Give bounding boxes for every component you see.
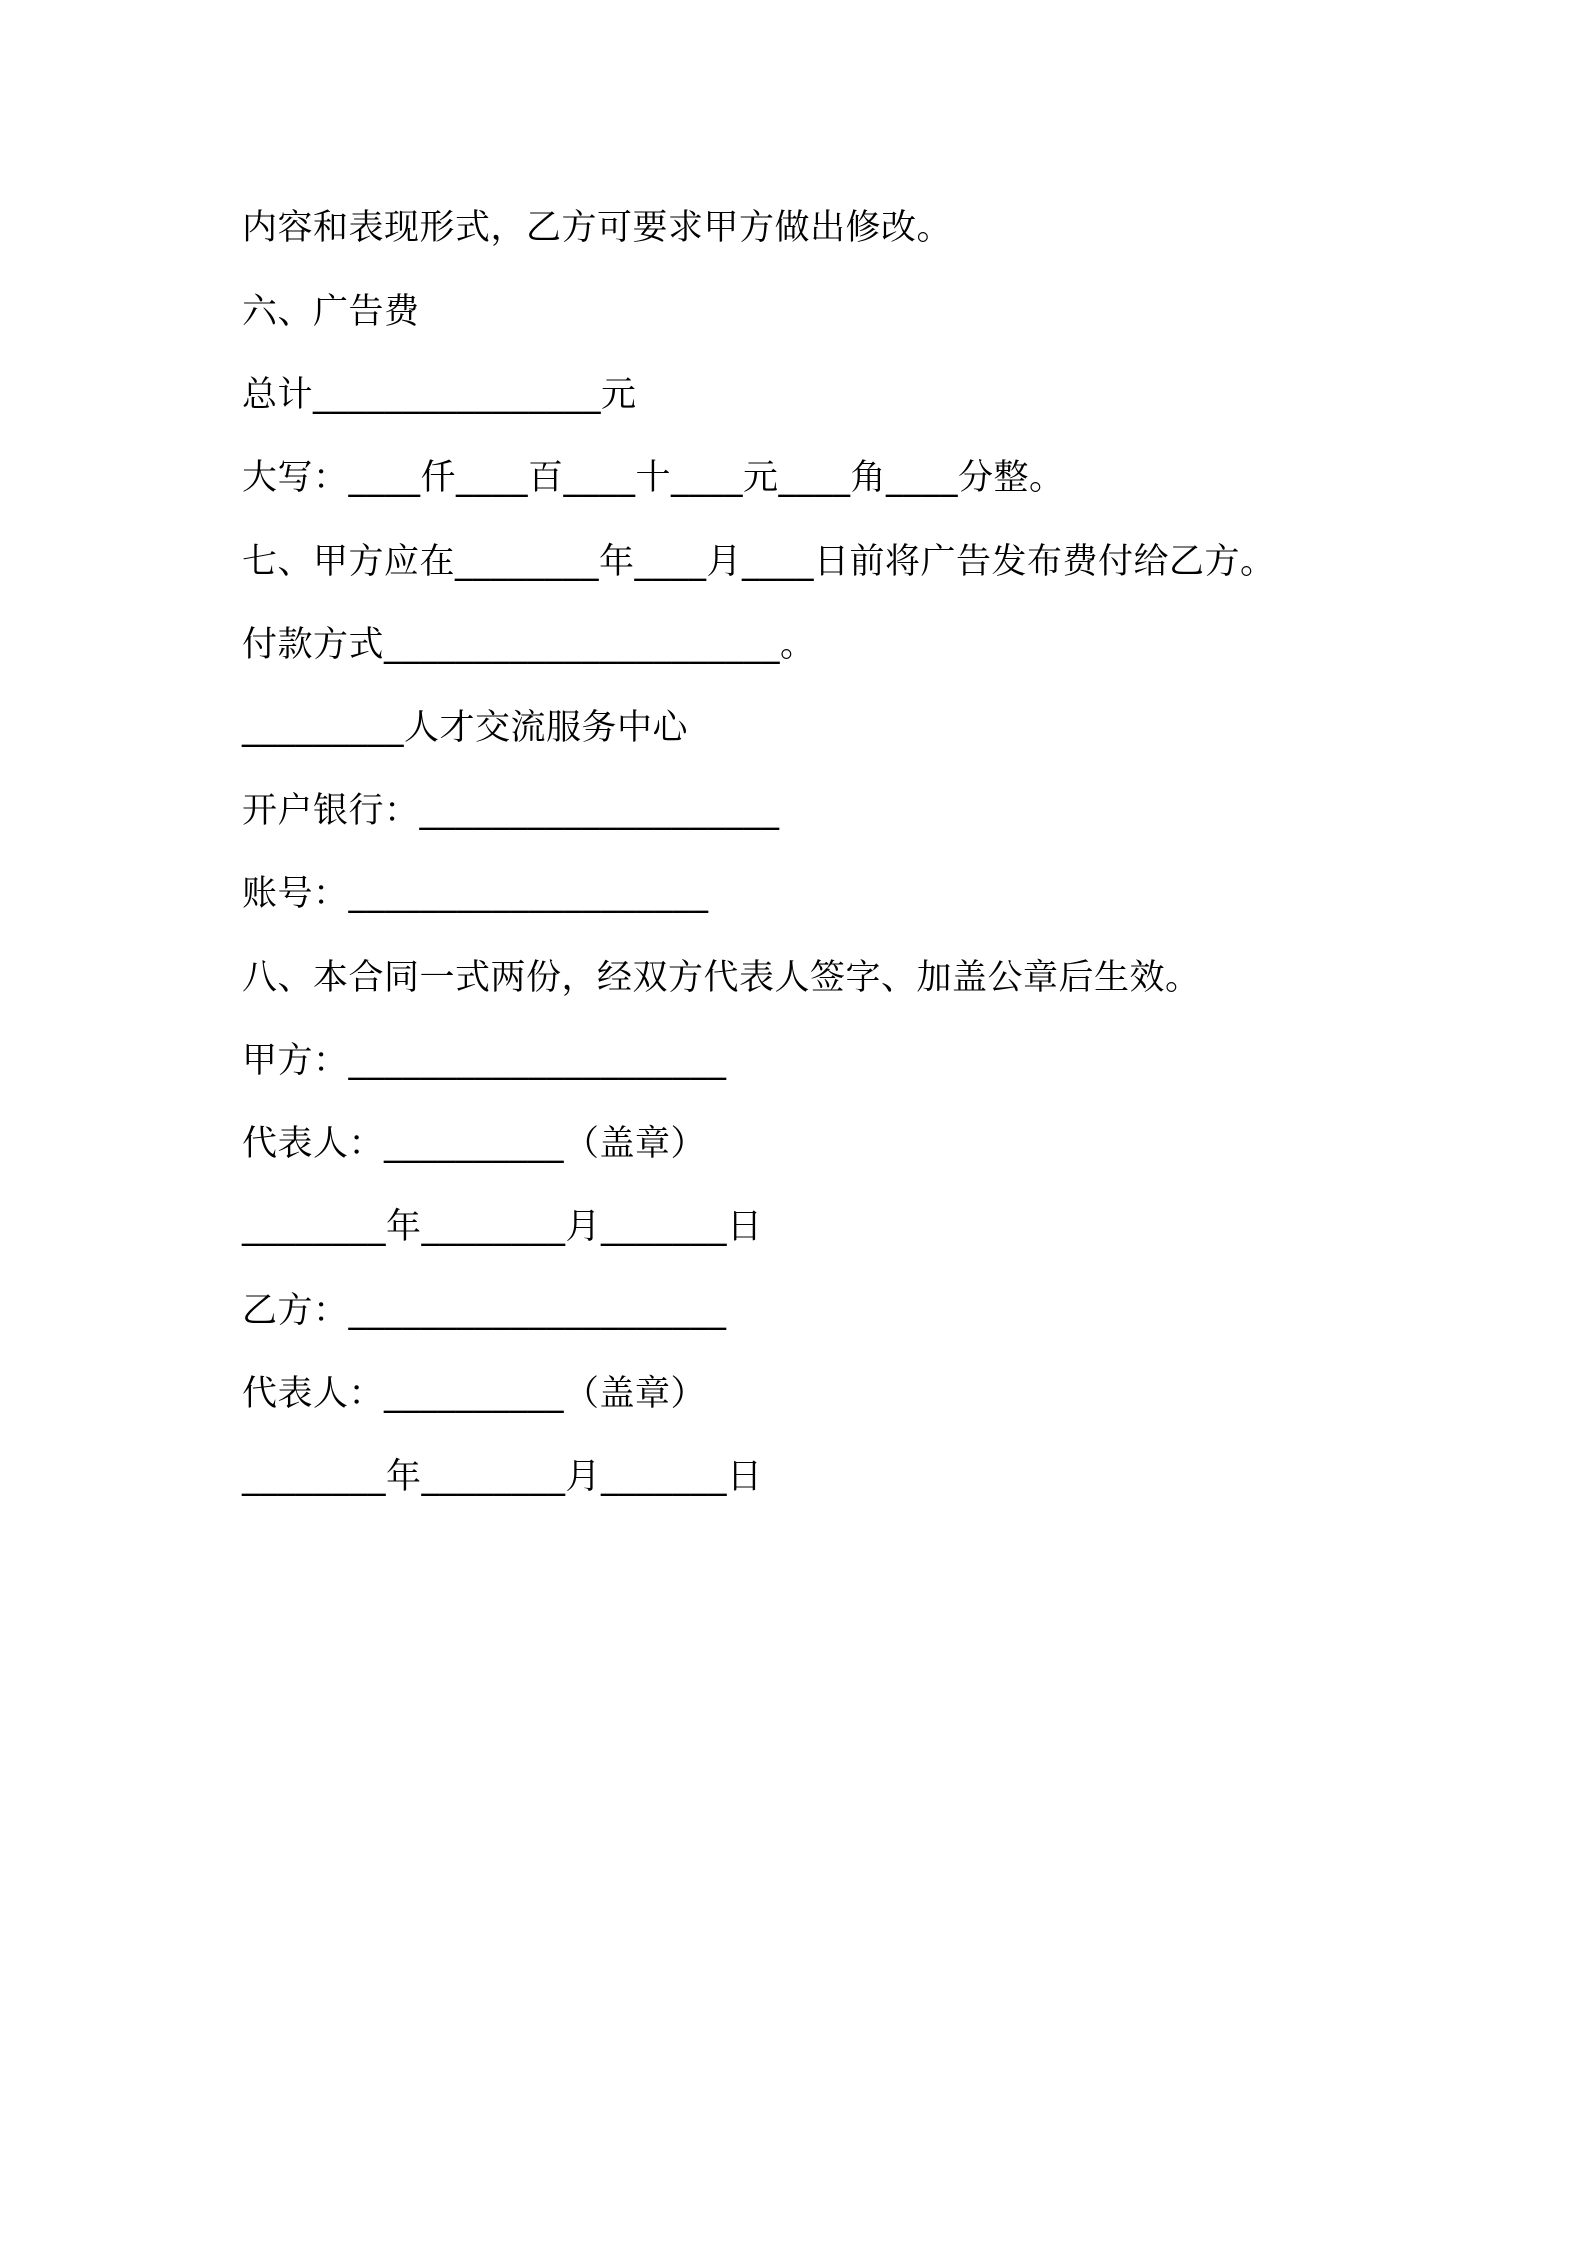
- bank-name-line: 开户银行：____________________: [242, 791, 780, 831]
- section-eight-validity: 八、本合同一式两份，经双方代表人签字、加盖公章后生效。: [242, 958, 1201, 998]
- party-a-date-line: ________年________月_______日: [242, 1207, 763, 1247]
- section-six-heading: 六、广告费: [242, 292, 420, 332]
- party-b-line: 乙方：_____________________: [242, 1291, 727, 1331]
- total-amount-line: 总计________________元: [242, 375, 637, 415]
- section-seven-payment-date: 七、甲方应在________年____月____日前将广告发布费付给乙方。: [242, 542, 1276, 582]
- party-b-representative-line: 代表人：__________（盖章）: [242, 1374, 707, 1414]
- account-number-line: 账号：____________________: [242, 874, 709, 914]
- party-a-line: 甲方：_____________________: [242, 1041, 727, 1081]
- amount-in-words-line: 大写：____仟____百____十____元____角____分整。: [242, 458, 1065, 498]
- party-a-representative-line: 代表人：__________（盖章）: [242, 1124, 707, 1164]
- service-center-name-line: _________人才交流服务中心: [242, 708, 689, 748]
- clause-five-continuation: 内容和表现形式，乙方可要求甲方做出修改。: [242, 208, 953, 248]
- payment-method-line: 付款方式______________________。: [242, 625, 816, 665]
- party-b-date-line: ________年________月_______日: [242, 1457, 763, 1497]
